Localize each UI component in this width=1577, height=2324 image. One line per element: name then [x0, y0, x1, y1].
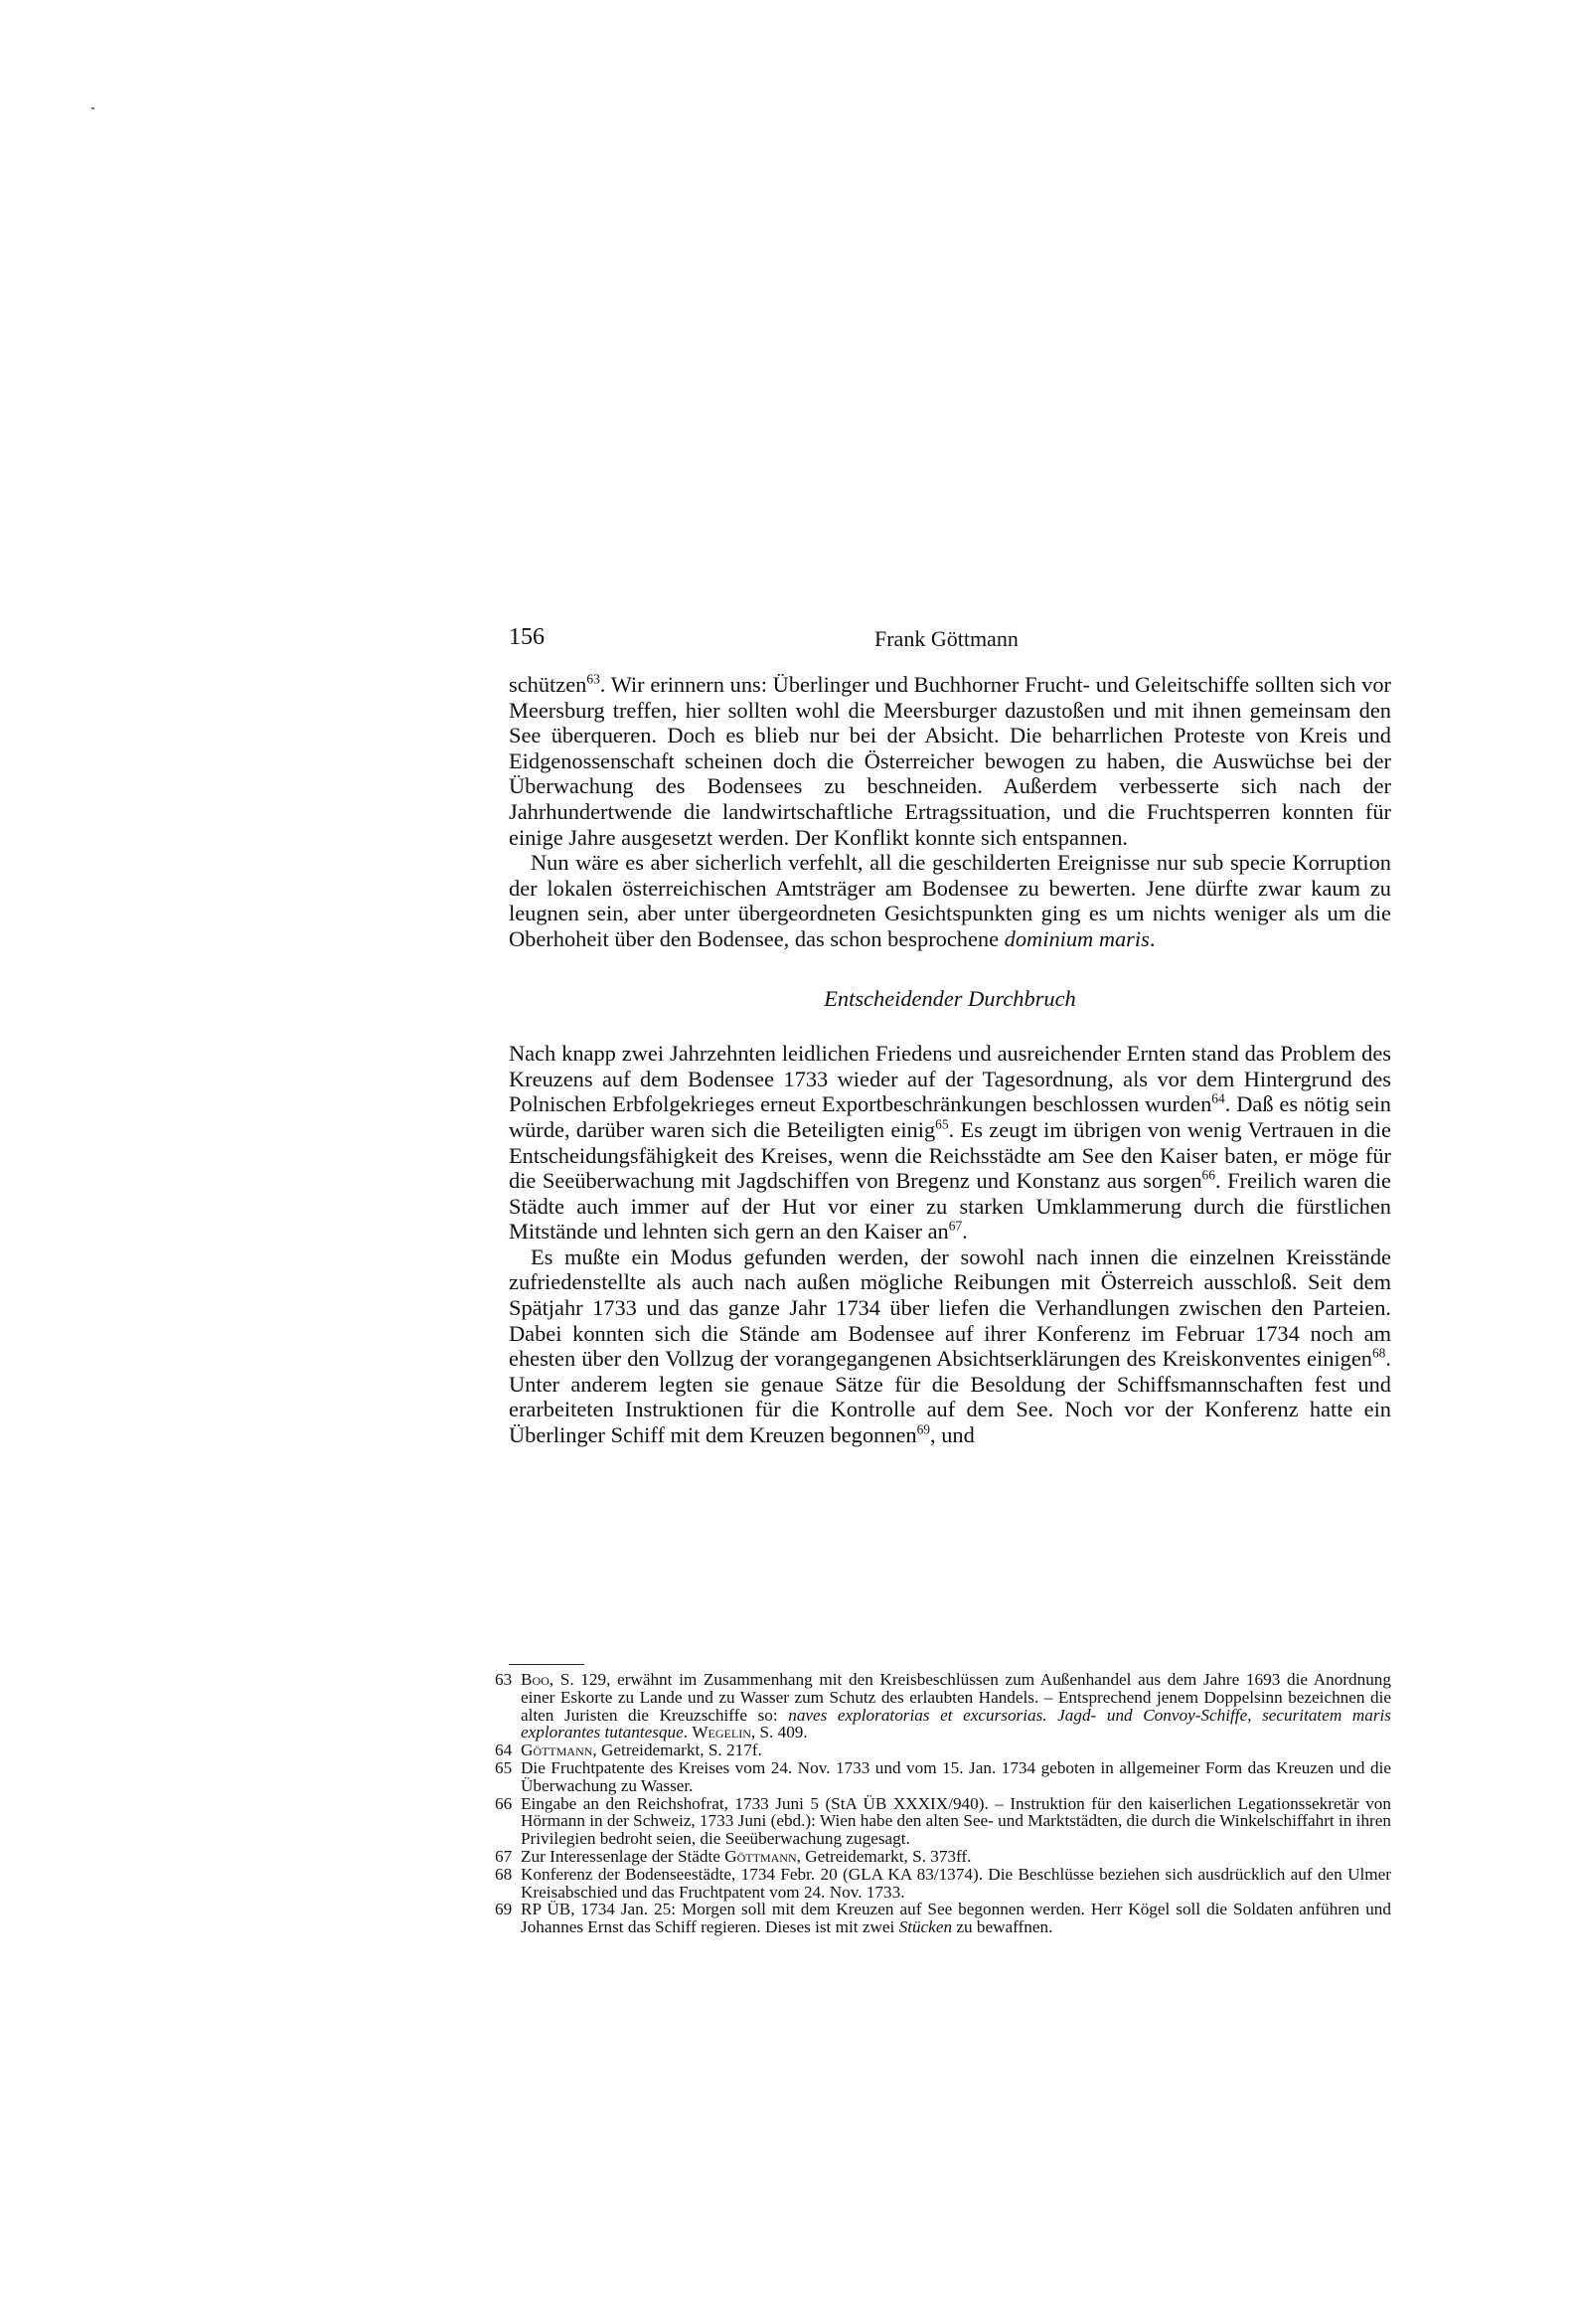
text-run: . Es zeugt im übrigen von wenig Vertrauen in die Entscheidungsfähigkeit des Kreises, wenn die Reichsstädte am See den Kaiser baten, er möge für die Seeüberwachung mit Jagdschiffen von Bregenz und Konstanz aus sorgen: [509, 1116, 1391, 1194]
text-run: Die Fruchtpatente des Kreises vom 24. Nov. 1733 und vom 15. Jan. 1734 geboten in allgemeiner Form das Kreuzen und die Überwachung zu Wasser.: [521, 1757, 1391, 1795]
text-run: , S. 409.: [750, 1723, 808, 1743]
text-run: Zur Interessenlage der Städte: [521, 1846, 725, 1866]
text-run: Eingabe an den Reichshofrat, 1733 Juni 5 (StA ÜB XXXIX/940). – Instruktion für den kaiserlichen Legationssekretär von Hörmann in der Schweiz, 1733 Juni (ebd.): Wien habe den alten See- und Marktstädten, die durch die Winkelschiffahrt in ihren Privilegien bedroht seien, die Seeüberwachung zugesagt.: [521, 1793, 1391, 1849]
text-run: Konferenz der Bodenseestädte, 1734 Febr. 20 (GLA KA 83/1374). Die Beschlüsse beziehen sich ausdrücklich auf den Ulmer Kreisabschied und das Fruchtpatent vom 24. Nov. 1733.: [521, 1864, 1391, 1902]
footnote-ref: 65: [935, 1116, 949, 1132]
text-run: Nun wäre es aber sicherlich verfehlt, all die geschilderten Ereignisse nur sub specie Korruption der lokalen österreichischen Amtsträger am Bodensee zu bewerten. Jene dürfte zwar kaum zu leugnen sein, aber unter übergeordneten Gesichtspunkten ging es um nichts weniger als um die Oberhoheit über den Bodensee, das schon besprochene: [509, 850, 1391, 951]
text-run: . Daß es nötig sein würde, darüber waren sich die Beteiligten einig: [509, 1091, 1391, 1142]
text-run: , und: [930, 1422, 975, 1448]
paragraph: [509, 1041, 1391, 1245]
paragraph: [509, 1245, 1391, 1448]
text-run: . Unter anderem legten sie genaue Sätze für die Besoldung der Schiffsmannschaften fest und erarbeiteten Instruktionen für die Kontrolle auf dem See. Noch vor der Konferenz hatte ein Überlinger Schiff mit dem Kreuzen begonnen: [509, 1346, 1391, 1448]
footnote: [495, 1671, 1391, 1742]
footnote-ref: 69: [916, 1421, 931, 1437]
footnote-number: 67: [495, 1846, 513, 1866]
footnote: [495, 1901, 1391, 1936]
footnote: [495, 1866, 1391, 1902]
footnotes: [495, 1671, 1391, 1936]
footnote-rule: [509, 1664, 584, 1665]
text-run: , Getreidemarkt, S. 217f.: [592, 1741, 762, 1760]
italic-run: dominium maris: [1004, 925, 1150, 951]
footnote-ref: 67: [948, 1218, 963, 1234]
footnote: [495, 1759, 1391, 1795]
text-run: , Getreidemarkt, S. 373ff.: [796, 1846, 972, 1866]
footnote-text: [521, 1671, 1391, 1742]
text-run: , S. 129, erwähnt im Zusammenhang mit den Kreisbeschlüssen zum Außenhandel aus dem Jahre 1693 die Anordnung einer Eskorte zu Lande und zu Wasser zum Schutz des erlaubten Handels. – Entsprechend jenem Doppelsinn bezeichnen die alten Juristen die Kreuzschiffe so:: [521, 1670, 1391, 1725]
footnote-text: [521, 1866, 1391, 1902]
text-run: zu bewaffnen.: [952, 1917, 1053, 1937]
running-head-author: Frank Göttmann: [874, 626, 1019, 651]
footnote-text: [521, 1742, 1391, 1759]
footnote: [495, 1742, 1391, 1759]
text-run: schützen: [509, 672, 587, 697]
footnote-number: 68: [495, 1864, 513, 1884]
footnote-text: [521, 1795, 1391, 1848]
text-run: .: [1149, 925, 1156, 951]
footnote: [495, 1795, 1391, 1848]
footnote-ref: 64: [1211, 1090, 1225, 1106]
author-name: Göttmann: [724, 1846, 797, 1866]
author-name: Boo: [521, 1670, 550, 1689]
text-run: RP ÜB, 1734 Jan. 25: Morgen soll mit dem Kreuzen auf See begonnen werden. Herr Kögel soll die Soldaten anführen und Johannes Ernst das Schiff regieren. Dieses ist mit zwei: [521, 1900, 1391, 1937]
section-heading: Entscheidender Durchbruch: [824, 985, 1076, 1011]
footnote-number: 66: [495, 1793, 513, 1813]
footnote-number: 64: [495, 1741, 513, 1760]
footnote-text: [521, 1848, 1391, 1866]
footnote-number: 69: [495, 1900, 513, 1919]
footnote-text: [521, 1759, 1391, 1795]
italic-run: naves exploratorias et excursorias. Jagd- und Convoy-Schiffe, securitatem maris explorantes tutantesque: [521, 1705, 1391, 1743]
author-name: Göttmann: [521, 1741, 593, 1760]
footnote-number: 65: [495, 1757, 513, 1777]
text-run: .: [683, 1723, 693, 1743]
text-run: Es mußte ein Modus gefunden werden, der sowohl nach innen die einzelnen Kreisstände zufriedenstellte als auch nach außen mögliche Reibungen mit Österreich ausschloß. Seit dem Spätjahr 1733 und das ganze Jahr 1734 über liefen die Verhandlungen zwischen den Parteien. Dabei konnten sich die Stände am Bodensee auf ihrer Konferenz im Februar 1734 noch am ehesten über den Vollzug der vorangegangenen Absichtserklärungen des Kreiskonventes einigen: [509, 1244, 1391, 1372]
italic-run: Stücken: [898, 1917, 953, 1937]
text-run: . Wir erinnern uns: Überlinger und Buchhorner Frucht- und Geleitschiffe sollten sich vor Meersburg treffen, hier sollten wohl die Meersburger dazustoßen und mit ihnen gemeinsam den See überqueren. Doch es blieb nur bei der Absicht. Die beharrlichen Proteste von Kreis und Eidgenossenschaft scheinen doch die Österreicher bewogen zu haben, die Auswüchse bei der Überwachung des Bodensees zu beschneiden. Außerdem verbesserte sich nach der Jahrhundertwende die landwirtschaftliche Ertragssituation, und die Fruchtsperren konnten für einige Jahre ausgesetzt werden. Der Konflikt konnte sich entspannen.: [509, 672, 1391, 850]
footnote-ref: 66: [1201, 1167, 1215, 1183]
footnote-ref: 63: [586, 671, 600, 687]
footnote-number: 63: [495, 1670, 513, 1689]
footnote: [495, 1848, 1391, 1866]
footnote-text: [521, 1901, 1391, 1936]
text-run: .: [962, 1219, 968, 1245]
text-run: . Freilich waren die Städte auch immer auf der Hut vor einer zu starken Umklammerung durch die fürstlichen Mitstände und lehnten sich gern an den Kaiser an: [509, 1168, 1391, 1245]
text-run: Nach knapp zwei Jahrzehnten leidlichen Friedens und ausreichender Ernten stand das Problem des Kreuzens auf dem Bodensee 1733 wieder auf der Tagesordnung, als vor dem Hintergrund des Polnischen Erbfolgekrieges erneut Exportbeschränkungen beschlossen wurden: [509, 1041, 1391, 1117]
author-name: Wegelin: [692, 1723, 751, 1743]
paragraph: [509, 672, 1391, 850]
main-text: [509, 672, 1391, 1448]
page-number: 156: [509, 624, 545, 650]
scan-speck: [91, 107, 94, 109]
paragraph: [509, 850, 1391, 951]
footnote-ref: 68: [1371, 1345, 1386, 1361]
